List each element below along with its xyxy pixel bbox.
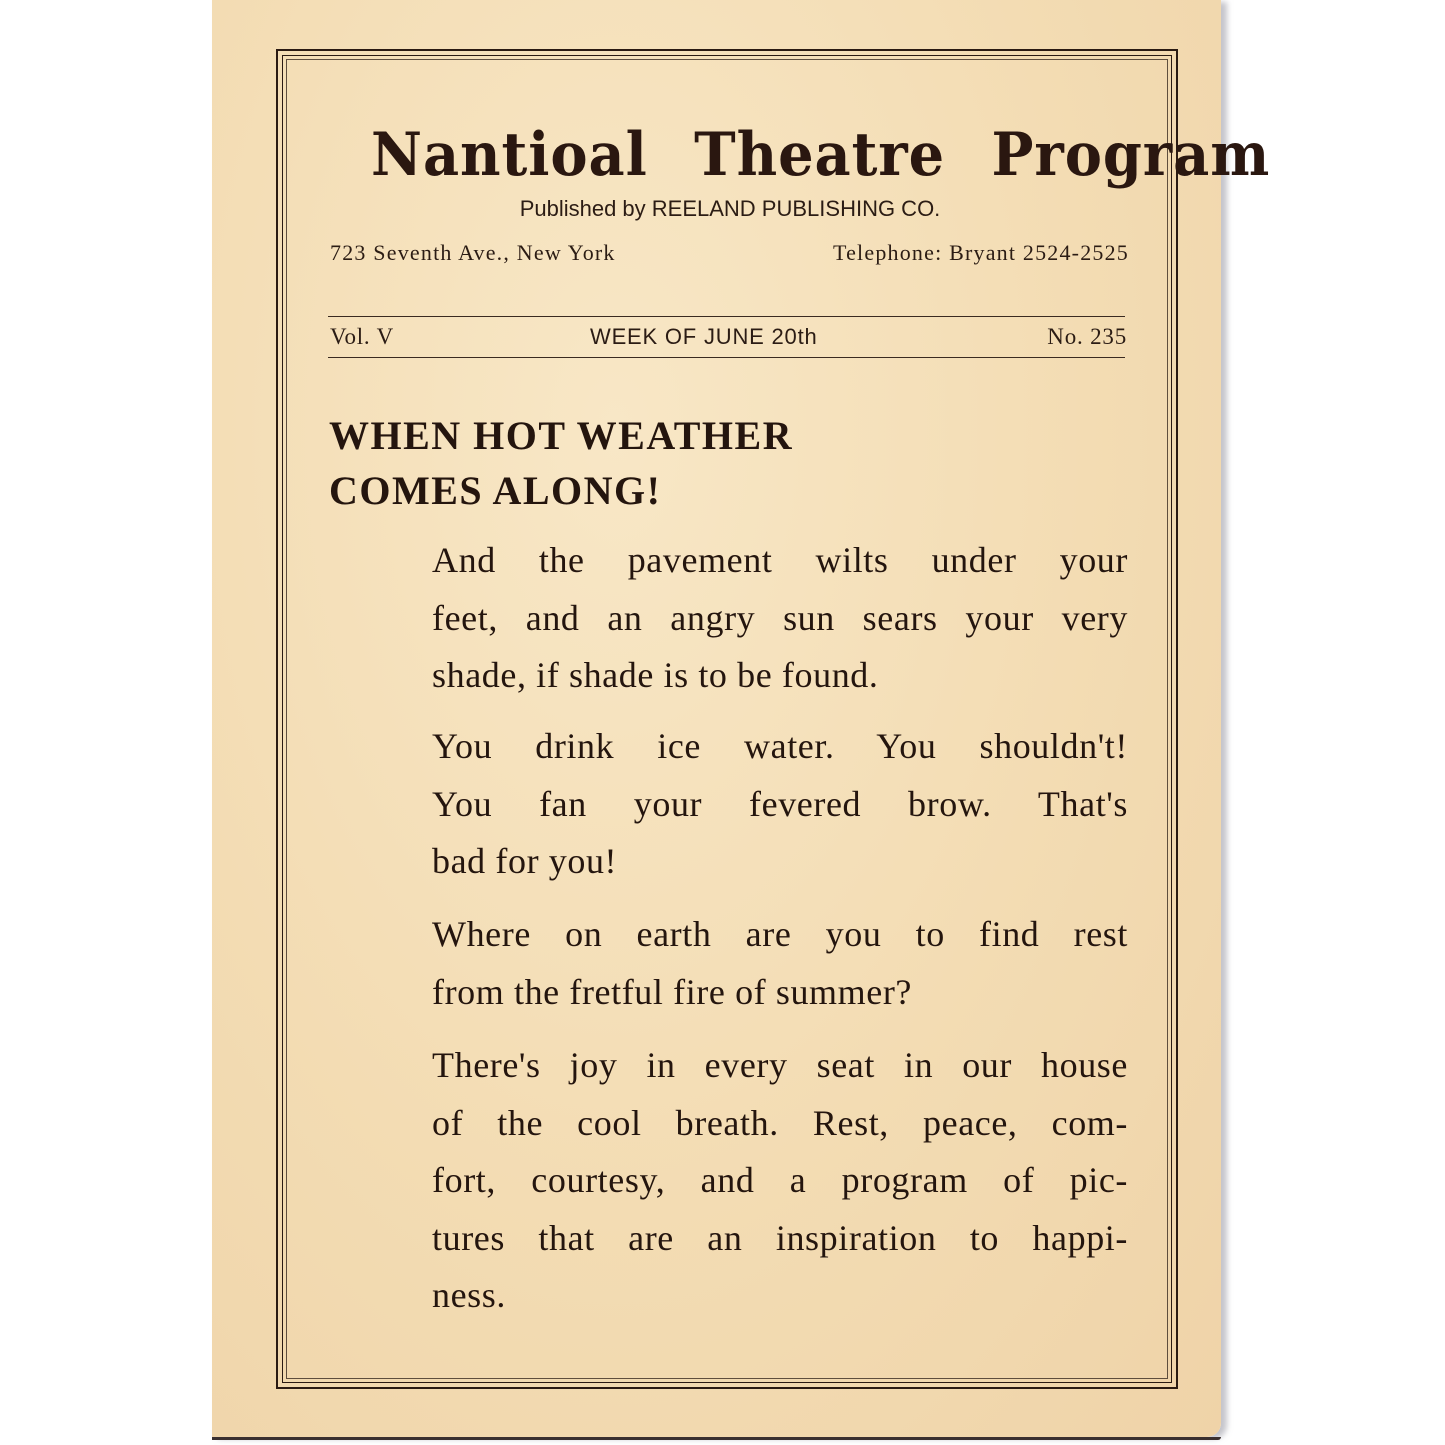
text-line: You drink ice water. You shouldn't! (432, 726, 1128, 766)
divider-bottom (328, 357, 1125, 358)
telephone: Telephone: Bryant 2524-2525 (832, 240, 1129, 265)
address: 723 Seventh Ave., New York (330, 240, 616, 265)
text-line: Where on earth are you to find rest (432, 914, 1128, 954)
text-line: And the pavement wilts under your (432, 540, 1128, 580)
text-line: tures that are an inspiration to happi- (432, 1217, 1128, 1258)
paragraph-4 (432, 1037, 1128, 1325)
paragraph-2 (432, 718, 1128, 891)
text-line: You fan your fevered brow. That's (432, 783, 1128, 824)
text-line: There's joy in every seat in our house (432, 1045, 1128, 1085)
masthead-word: Program (991, 120, 1271, 190)
week-label: WEEK OF JUNE 20th (590, 324, 818, 349)
masthead-word: Theatre (694, 120, 946, 190)
text-line: ness. (432, 1275, 506, 1315)
paragraph-1 (432, 532, 1128, 705)
divider-top (328, 316, 1125, 317)
text-line: shade, if shade is to be found. (432, 655, 879, 695)
masthead-word: Nantioal (371, 120, 648, 190)
text-line: from the fretful fire of summer? (432, 971, 913, 1012)
text-line: fort, courtesy, and a program of pic- (432, 1160, 1128, 1200)
paragraph-3 (432, 906, 1128, 1021)
headline-line: COMES ALONG! (329, 468, 662, 513)
article-headline (329, 408, 889, 518)
text-line: of the cool breath. Rest, peace, com- (432, 1102, 1128, 1143)
text-line: bad for you! (432, 841, 618, 881)
issue-number: No. 235 (1047, 324, 1127, 349)
headline-line: WHEN HOT WEATHER (329, 413, 794, 458)
text-line: feet, and an angry sun sears your very (432, 597, 1128, 638)
masthead-title (358, 120, 1271, 190)
publisher-line: Published by REELAND PUBLISHING CO. (519, 196, 941, 221)
volume-label: Vol. V (330, 324, 395, 349)
